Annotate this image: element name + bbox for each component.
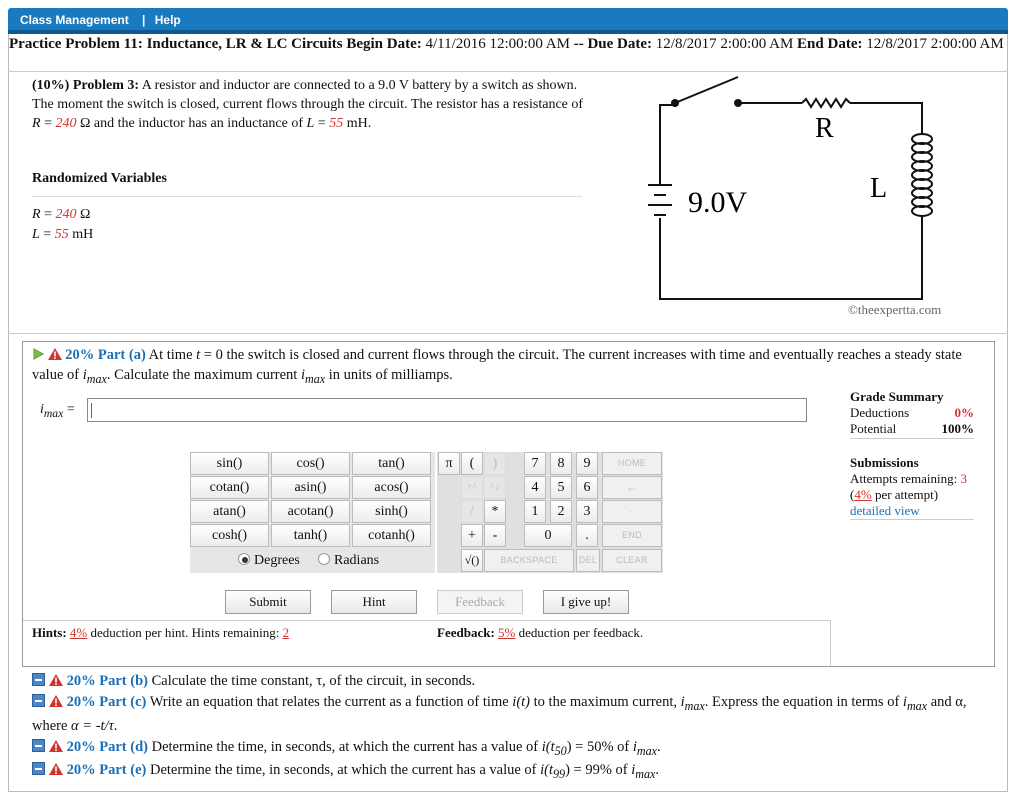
rv-l-symbol: L [32, 227, 40, 242]
switch-contact [734, 99, 742, 107]
answer-label: $i_{max}$ = [40, 402, 75, 420]
l-unit-text: mH. [343, 116, 372, 131]
submissions-divider [850, 519, 974, 520]
part-a-text3: . Calculate the maximum current [106, 367, 301, 383]
digit-5[interactable]: 5 [550, 476, 572, 499]
digit-3[interactable]: 3 [576, 500, 598, 523]
hints-pct: 4% [69, 625, 88, 640]
date-sep: -- [573, 36, 584, 52]
rv-r-value: 240 [55, 207, 77, 222]
rv-inductance [32, 227, 93, 243]
problem-weight: (10%) [32, 78, 70, 93]
l-value: 55 [329, 116, 344, 131]
divide-button[interactable]: / [461, 500, 483, 523]
part-e-text3: . [655, 762, 660, 778]
part-e [32, 760, 982, 784]
rv-resistance [32, 207, 90, 223]
imax-symbol: i [902, 694, 907, 710]
resistor-label: R [815, 113, 834, 144]
per-open: ( [850, 487, 855, 502]
imax-symbol: i [631, 762, 636, 778]
warning-icon [49, 695, 63, 707]
part-d-label[interactable]: 20% Part (d) [66, 739, 148, 755]
rv-eq: = [40, 207, 56, 222]
tan-button[interactable]: tan() [352, 452, 431, 475]
attempts-value: 3 [960, 471, 967, 486]
digit-6[interactable]: 6 [576, 476, 598, 499]
play-icon[interactable] [32, 348, 44, 360]
due-value: 12/8/2017 2:00:00 AM [655, 36, 794, 52]
part-a-text2: = 0 the switch is closed and current flows through the circuit. The current increases with time and eventually reaches a steady state value of [32, 347, 962, 383]
imax-symbol: i [82, 367, 87, 383]
part-b-text: Calculate the time constant, τ, of the circuit, in seconds. [147, 673, 476, 689]
cosh-button[interactable]: cosh() [190, 524, 269, 547]
decimal-button[interactable]: . [576, 524, 598, 547]
eq-sign: = [314, 116, 330, 131]
up-button[interactable]: ↑^ [461, 476, 483, 499]
hints-remaining: 2 [282, 625, 290, 640]
down-button[interactable]: ^↓ [484, 476, 506, 499]
warning-icon [49, 674, 63, 686]
collapse-icon[interactable] [32, 739, 45, 752]
submissions [850, 455, 974, 519]
problem-label: Problem 3: [72, 78, 140, 93]
dot-right-button[interactable]: · [602, 500, 662, 523]
digit-8[interactable]: 8 [550, 452, 572, 475]
t-sub: 50 [554, 743, 567, 758]
degrees-radio[interactable] [238, 553, 250, 565]
part-a-question [32, 345, 962, 389]
inductor-label: L [870, 173, 888, 204]
r-unit-text: Ω and the inductor has an inductance of [76, 116, 307, 131]
imax-symbol: i [300, 367, 305, 383]
collapse-icon[interactable] [32, 762, 45, 775]
t-symbol: t [196, 347, 201, 363]
part-c-text5: . [113, 717, 118, 734]
part-e-label[interactable]: 20% Part (e) [66, 762, 147, 778]
end-button[interactable]: END [602, 524, 662, 547]
give-up-button[interactable]: I give up! [543, 590, 629, 614]
hint-button[interactable]: Hint [331, 590, 417, 614]
due-label: Due Date: [587, 36, 653, 52]
digit-2[interactable]: 2 [550, 500, 572, 523]
digit-4[interactable]: 4 [524, 476, 546, 499]
warning-icon [48, 348, 62, 360]
acos-button[interactable]: acos() [352, 476, 431, 499]
imax-symbol: i [680, 694, 685, 710]
deductions-value: 0% [954, 405, 974, 420]
part-c-text3: . Express the equation in terms of [704, 694, 903, 710]
i-of-t: i(t) [512, 694, 531, 710]
circuit-diagram [630, 72, 990, 322]
degrees-option[interactable] [238, 553, 300, 569]
backspace-button[interactable]: BACKSPACE [484, 549, 574, 572]
r-value: 240 [55, 116, 77, 131]
r-symbol: R [32, 116, 41, 131]
part-a-text1: At time [145, 347, 197, 363]
imax-sub: max [636, 743, 658, 758]
feedback-button[interactable]: Feedback [437, 590, 523, 614]
part-c-text4: and α, where [32, 694, 967, 734]
part-c-text2: to the maximum current, [530, 694, 681, 710]
collapse-icon[interactable] [32, 694, 45, 707]
part-e-text1: Determine the time, in seconds, at which the current has a value of [146, 762, 541, 778]
potential-value: 100% [941, 421, 974, 436]
submit-button[interactable]: Submit [225, 590, 311, 614]
warning-icon [49, 763, 63, 775]
begin-label: Begin Date: [346, 36, 422, 52]
minus-button[interactable]: - [484, 524, 506, 547]
problem-statement [32, 76, 592, 133]
hints-label: Hints: [32, 625, 67, 640]
part-c [32, 692, 982, 736]
hints-info [32, 625, 289, 641]
acotan-button[interactable]: acotan() [271, 500, 350, 523]
top-wire-b [850, 103, 922, 134]
part-b-label[interactable]: 20% Part (b) [66, 673, 148, 689]
feedback-label: Feedback: [437, 625, 495, 640]
end-label: End Date: [797, 36, 863, 52]
per-attempt-text: per attempt) [871, 487, 939, 502]
hints-text: deduction per hint. Hints remaining: [87, 625, 283, 640]
cos-button[interactable]: cos() [271, 452, 350, 475]
top-nav [8, 8, 1008, 34]
digit-7[interactable]: 7 [524, 452, 546, 475]
copyright: ©theexpertta.com [848, 302, 942, 317]
atan-button[interactable]: atan() [190, 500, 269, 523]
clear-button[interactable]: CLEAR [602, 549, 662, 572]
part-a-text4: in units of milliamps. [325, 367, 453, 383]
assignment-header [8, 35, 1008, 54]
angle-mode [190, 549, 435, 573]
home-button[interactable]: HOME [602, 452, 662, 475]
i-of-t: i(t [540, 762, 554, 778]
rv-r-symbol: R [32, 207, 41, 222]
del-button[interactable]: DEL [576, 549, 600, 572]
feedback-text: deduction per feedback. [515, 625, 644, 640]
part-c-text1: Write an equation that relates the current as a function of time [146, 694, 513, 710]
switch-pivot [671, 99, 679, 107]
voltage-label: 9.0V [688, 186, 748, 219]
end-value: 12/8/2017 2:00:00 AM [866, 36, 1004, 52]
rv-l-unit: mH [68, 227, 94, 242]
inductor [912, 134, 932, 216]
resistor [802, 99, 850, 107]
number-keypad [437, 452, 663, 573]
problem-text: A resistor and inductor are connected to a 9.0 V battery by a switch as shown. The moment the switch is closed, current flows through the circuit. The resistor has a resistance of [32, 78, 584, 112]
imax-sub: max [86, 371, 107, 386]
switch-lever [675, 77, 738, 103]
part-b [32, 671, 982, 691]
nav-separator: | [142, 13, 146, 27]
radians-label: Radians [334, 553, 380, 568]
part-e-text2: ) = 99% of [565, 762, 632, 778]
radians-radio[interactable] [318, 553, 330, 565]
imax-symbol: i [632, 739, 637, 755]
detailed-view-link[interactable]: detailed view [850, 503, 920, 518]
rv-eq: = [39, 227, 55, 242]
part-d-text3: . [657, 739, 661, 755]
collapse-icon[interactable] [32, 673, 45, 686]
t-sub: 99 [553, 766, 566, 781]
feedback-info [437, 625, 643, 641]
digit-1[interactable]: 1 [524, 500, 546, 523]
grade-divider [850, 438, 974, 439]
feedback-pct: 5% [498, 625, 516, 640]
imax-sub: max [906, 698, 928, 713]
bottom-wire [660, 216, 922, 299]
rv-divider [32, 196, 582, 197]
cotan-button[interactable]: cotan() [190, 476, 269, 499]
part-a-label[interactable]: 20% Part (a) [65, 347, 146, 363]
imax-sub: max [305, 371, 326, 386]
assignment-title: Practice Problem 11: Inductance, LR & LC Circuits [9, 36, 343, 52]
radians-option[interactable] [318, 553, 379, 569]
sqrt-button[interactable]: √() [461, 549, 483, 572]
digit-9[interactable]: 9 [576, 452, 598, 475]
cotanh-button[interactable]: cotanh() [352, 524, 431, 547]
lparen-button[interactable]: ( [461, 452, 483, 475]
sin-button[interactable]: sin() [190, 452, 269, 475]
alpha-def: α = -t/τ [71, 717, 114, 734]
imax-sub: max [684, 698, 705, 713]
back-arrow-button[interactable]: ← [602, 476, 662, 499]
warning-icon [49, 740, 63, 752]
begin-value: 4/11/2016 12:00:00 AM [425, 36, 570, 52]
rv-r-unit: Ω [76, 207, 91, 222]
potential-label: Potential [850, 421, 897, 436]
part-d-text1: Determine the time, in seconds, at which the current has a value of [147, 739, 542, 755]
grade-summary-title: Grade Summary [850, 389, 944, 404]
l-symbol: L [306, 116, 315, 131]
degrees-label: Degrees [254, 553, 300, 568]
imax-sub: max [635, 766, 656, 781]
eq-sign: = [40, 116, 56, 131]
class-management-link[interactable]: Class Management [20, 13, 129, 27]
i-of-t: i(t [541, 739, 555, 755]
deductions-label: Deductions [850, 405, 910, 420]
part-d [32, 737, 982, 761]
per-attempt-value: 4% [854, 487, 872, 502]
part-d-text2: ) = 50% of [566, 739, 633, 755]
asin-button[interactable]: asin() [271, 476, 350, 499]
attempts-label: Attempts remaining: [850, 471, 961, 486]
help-link[interactable]: Help [154, 13, 181, 27]
plus-button[interactable]: + [461, 524, 483, 547]
sinh-button[interactable]: sinh() [352, 500, 431, 523]
answer-input[interactable] [87, 398, 807, 422]
pi-button[interactable]: π [438, 452, 460, 475]
tanh-button[interactable]: tanh() [271, 524, 350, 547]
digit-0[interactable]: 0 [524, 524, 572, 547]
problem-divider [8, 333, 1008, 334]
multiply-button[interactable]: * [484, 500, 506, 523]
part-c-label[interactable]: 20% Part (c) [66, 694, 147, 710]
rparen-button[interactable]: ) [484, 452, 506, 475]
rv-l-value: 55 [54, 227, 69, 242]
randomized-variables-title: Randomized Variables [32, 171, 167, 186]
submissions-title: Submissions [850, 455, 919, 470]
grade-summary [850, 389, 974, 437]
text-caret [91, 403, 92, 418]
